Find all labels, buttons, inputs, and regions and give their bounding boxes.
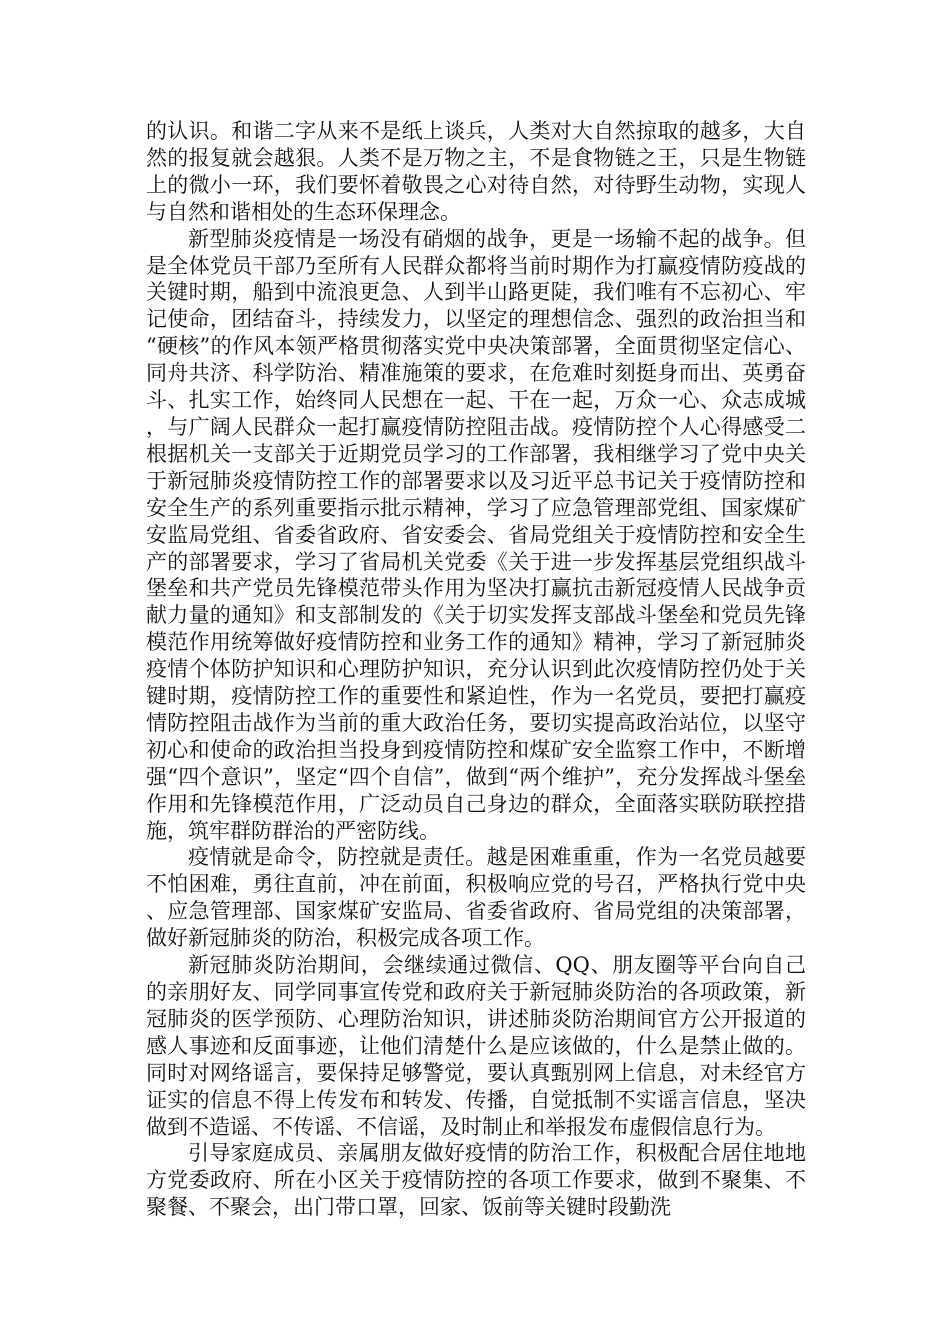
paragraph-5: 引导家庭成员、亲属朋友做好疫情的防治工作，积极配合居住地地方党委政府、所在小区关于疫情防控的各项工作要求，做到不聚集、不聚餐、不聚会，出门带口罩，回家、饭前等关键时段勤洗 xyxy=(146,1141,806,1220)
paragraph-4: 新冠肺炎防治期间，会继续通过微信、QQ、朋友圈等平台向自己的亲朋好友、同学同事宣传党和政府关于新冠肺炎防治的各项政策，新冠肺炎的医学预防、心理防治知识，讲述肺炎防治期间官方公开报道的感人事迹和反面事迹，让他们清楚什么是应该做的，什么是禁止做的。同时对网络谣言，要保持足够警觉，要认真甄别网上信息，对未经官方证实的信息不得上传发布和转发、传播，自觉抵制不实谣言信息，坚决做到不造谣、不传谣、不信谣，及时制止和举报发布虚假信息行为。 xyxy=(146,953,806,1139)
paragraph-1: 的认识。和谐二字从来不是纸上谈兵，人类对大自然掠取的越多，大自然的报复就会越狠。人类不是万物之主，不是食物链之王，只是生物链上的微小一环，我们要怀着敬畏之心对待自然，对待野生动物，实现人与自然和谐相处的生态环保理念。 xyxy=(146,119,806,224)
document-body xyxy=(146,118,806,1221)
paragraph-3: 疫情就是命令，防控就是责任。越是困难重重，作为一名党员越要不怕困难，勇往直前，冲在前面，积极响应党的号召，严格执行党中央、应急管理部、国家煤矿安监局、省委省政府、省局党组的决策部署，做好新冠肺炎的防治，积极完成各项工作。 xyxy=(146,845,806,951)
paragraph-2: 新型肺炎疫情是一场没有硝烟的战争，更是一场输不起的战争。但是全体党员干部乃至所有人民群众都将当前时期作为打赢疫情防疫战的关键时期，船到中流浪更急、人到半山路更陡，我们唯有不忘初心、牢记使命，团结奋斗，持续发力，以坚定的理想信念、强烈的政治担当和“硬核”的作风本领严格贯彻落实党中央决策部署，全面贯彻坚定信心、同舟共济、科学防治、精准施策的要求，在危难时刻挺身而出、英勇奋斗、扎实工作，始终同人民想在一起、干在一起，万众一心、众志成城，与广阔人民群众一起打赢疫情防控阻击战。疫情防控个人心得感受二根据机关一支部关于近期党员学习的工作部署，我相继学习了党中央关于新冠肺炎疫情防控工作的部署要求以及习近平总书记关于疫情防控和安全生产的系列重要指示批示精神，学习了应急管理部党组、国家煤矿安监局党组、省委省政府、省安委会、省局党组关于疫情防控和安全生产的部署要求，学习了省局机关党委《关于进一步发挥基层党组织战斗堡垒和共产党员先锋模范带头作用为坚决打赢抗击新冠疫情人民战争贡献力量的通知》和支部制发的《关于切实发挥支部战斗堡垒和党员先锋模范作用统筹做好疫情防控和业务工作的通知》精神，学习了新冠肺炎疫情个体防护知识和心理防护知识，充分认识到此次疫情防控仍处于关键时期，疫情防控工作的重要性和紧迫性，作为一名党员，要把打赢疫情防控阻击战作为当前的重大政治任务，要切实提高政治站位，以坚守初心和使命的政治担当投身到疫情防控和煤矿安全监察工作中，不断增强“四个意识”，坚定“四个自信”，做到“两个维护”，充分发挥战斗堡垒作用和先锋模范作用，广泛动员自己身边的群众，全面落实联防联控措施，筑牢群防群治的严密防线。 xyxy=(146,226,806,843)
